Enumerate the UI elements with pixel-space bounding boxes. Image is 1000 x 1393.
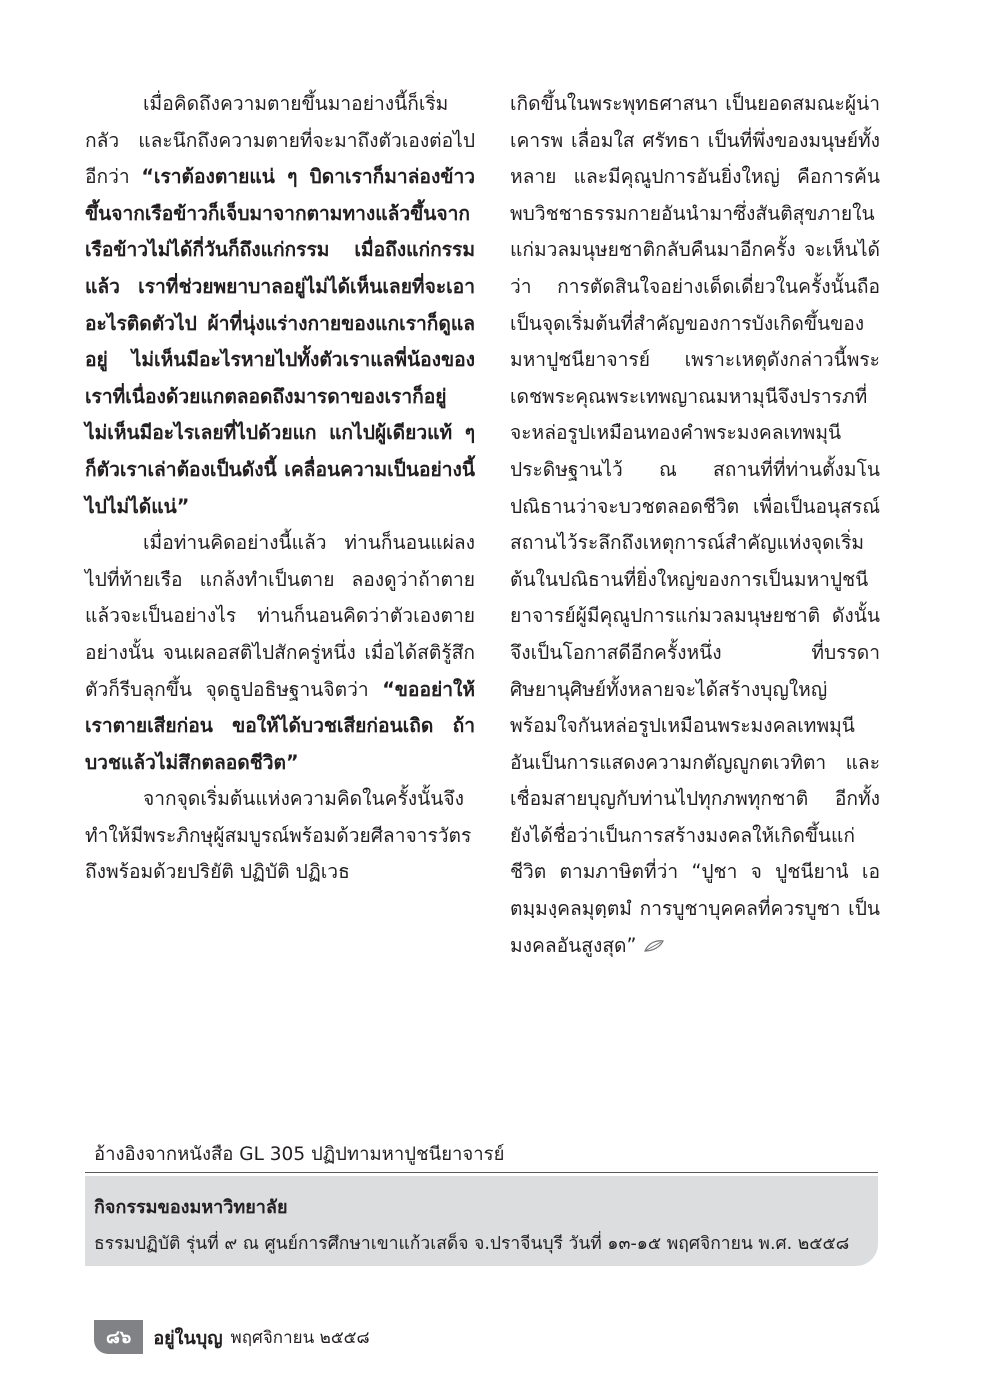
article-left-column — [85, 86, 475, 891]
activity-box — [85, 1176, 878, 1266]
page-number-badge: ๘๖ — [94, 1320, 143, 1354]
issue-date: พฤศจิกายน ๒๕๕๘ — [230, 1327, 370, 1348]
quote-text: “เราต้องตายแน่ ๆ บิดาเราก็มาล่องข้าว ขึ้นจากเรือข้าวก็เจ็บมาจากตามทางแล้วขึ้นจากเรือข้าวไม่ได้กี่วันก็ถึงแก่กรรม เมื่อถึงแก่กรรมแล้ว เราที่ช่วยพยาบาลอยู่ไม่ได้เห็นเลยที่จะเอาอะไรติดตัวไป ผ้าที่นุ่งแร่างกายของแกเราก็ดูแลอยู่ ไม่เห็นมีอะไรหายไปทั้งตัวเราแลพี่น้องของเราที่เนื่องด้วยแกตลอดถึงมารดาของเราก็อยู่ ไม่เห็นมีอะไรเลยที่ไปด้วยแก แกไปผู้เดียวแท้ ๆ ก็ตัวเราเล่าต้องเป็นดังนี้ เคลื่อนความเป็นอย่างนี้ไปไม่ได้แน่” — [85, 165, 475, 518]
quote-text: “ขออย่าให้เราตายเสียก่อน ขอให้ได้บวชเสียก่อนเถิด ถ้าบวชแล้วไม่สึกตลอดชีวิต” — [85, 677, 475, 774]
paragraph — [85, 525, 475, 781]
magazine-name: อยู่ในบุญ — [153, 1327, 223, 1349]
paragraph — [510, 86, 880, 965]
paragraph — [85, 86, 475, 525]
divider — [85, 1172, 878, 1173]
page-footer — [94, 1322, 370, 1352]
paragraph: จากจุดเริ่มต้นแห่งความคิดในครั้งนั้นจึงทำให้มีพระภิกษุผู้สมบูรณ์พร้อมด้วยศีลาจารวัตร ถึงพร้อมด้วยปริยัติ ปฏิบัติ ปฏิเวธ — [85, 787, 472, 884]
leaf-end-mark-icon — [644, 936, 664, 957]
activity-title: กิจกรรมของมหาวิทยาลัย — [94, 1197, 288, 1218]
paragraph-text: เมื่อท่านคิดอย่างนี้แล้ว ท่านก็นอนแผ่ลงไปที่ท้ายเรือ แกล้งทำเป็นตาย ลองดูว่าถ้าตายแล้วจะเป็นอย่างไร ท่านก็นอนคิดว่าตัวเองตายอย่างนั้น จนเผลอสติไปสักครู่หนึ่ง เมื่อได้สติรู้สึกตัวก็รีบลุกขึ้น จุดธูปอธิษฐานจิตว่า — [85, 531, 475, 701]
article-right-column — [510, 86, 880, 965]
reference-note: อ้างอิงจากหนังสือ GL 305 ปฏิปทามหาปูชนียาจารย์ — [94, 1144, 505, 1165]
paragraph-text: เกิดขึ้นในพระพุทธศาสนา เป็นยอดสมณะผู้น่าเคารพ เลื่อมใส ศรัทธา เป็นที่พึ่งของมนุษย์ทั้งหลาย และมีคุณูปการอันยิ่งใหญ่ คือการค้นพบวิชชาธรรมกายอันนำมาซึ่งสันติสุขภายในแก่มวลมนุษยชาติกลับคืนมาอีกครั้ง จะเห็นได้ว่า การตัดสินใจอย่างเด็ดเดี่ยวในครั้งนั้นถือเป็นจุดเริ่มต้นที่สำคัญของการบังเกิดขึ้นของมหาปูชนียาจารย์ เพราะเหตุดังกล่าวนี้พระเดชพระคุณพระเทพญาณมหามุนีจึงปรารภที่จะหล่อรูปเหมือนทองคำพระมงคลเทพมุนีประดิษฐานไว้ ณ สถานที่ที่ท่านตั้งมโนปณิธานว่าจะบวชตลอดชีวิต เพื่อเป็นอนุสรณ์สถานไว้ระลึกถึงเหตุการณ์สำคัญแห่งจุดเริ่มต้นในปณิธานที่ยิ่งใหญ่ของการเป็นมหาปูชนียาจารย์ผู้มีคุณูปการแก่มวลมนุษยชาติ ดังนั้นจึงเป็นโอกาสดีอีกครั้งหนึ่ง ที่บรรดาศิษยานุศิษย์ทั้งหลายจะได้สร้างบุญใหญ่ พร้อมใจกันหล่อรูปเหมือนพระมงคลเทพมุนี อันเป็นการแสดงความกตัญญูกตเวทิตา และเชื่อมสายบุญกับท่านไปทุกภพทุกชาติ อีกทั้งยังได้ชื่อว่าเป็นการสร้างมงคลให้เกิดขึ้นแก่ชีวิต ตามภาษิตที่ว่า “ปูชา จ ปูชนียานํ เอตมฺมงฺคลมุตฺตมํ การบูชาบุคคลที่ควรบูชา เป็นมงคลอันสูงสุด” — [510, 92, 880, 957]
paragraph-text: เมื่อคิดถึงความตายขึ้นมาอย่างนี้ก็เริ่มกลัว และนึกถึงความตายที่จะมาถึงตัวเองต่อไปอีกว่า — [85, 92, 475, 189]
activity-text: ธรรมปฏิบัติ รุ่นที่ ๙ ณ ศูนย์การศึกษาเขาแก้วเสด็จ จ.ปราจีนบุรี วันที่ ๑๓-๑๕ พฤศจิกายน พ.ศ. ๒๕๕๘ — [94, 1234, 850, 1254]
